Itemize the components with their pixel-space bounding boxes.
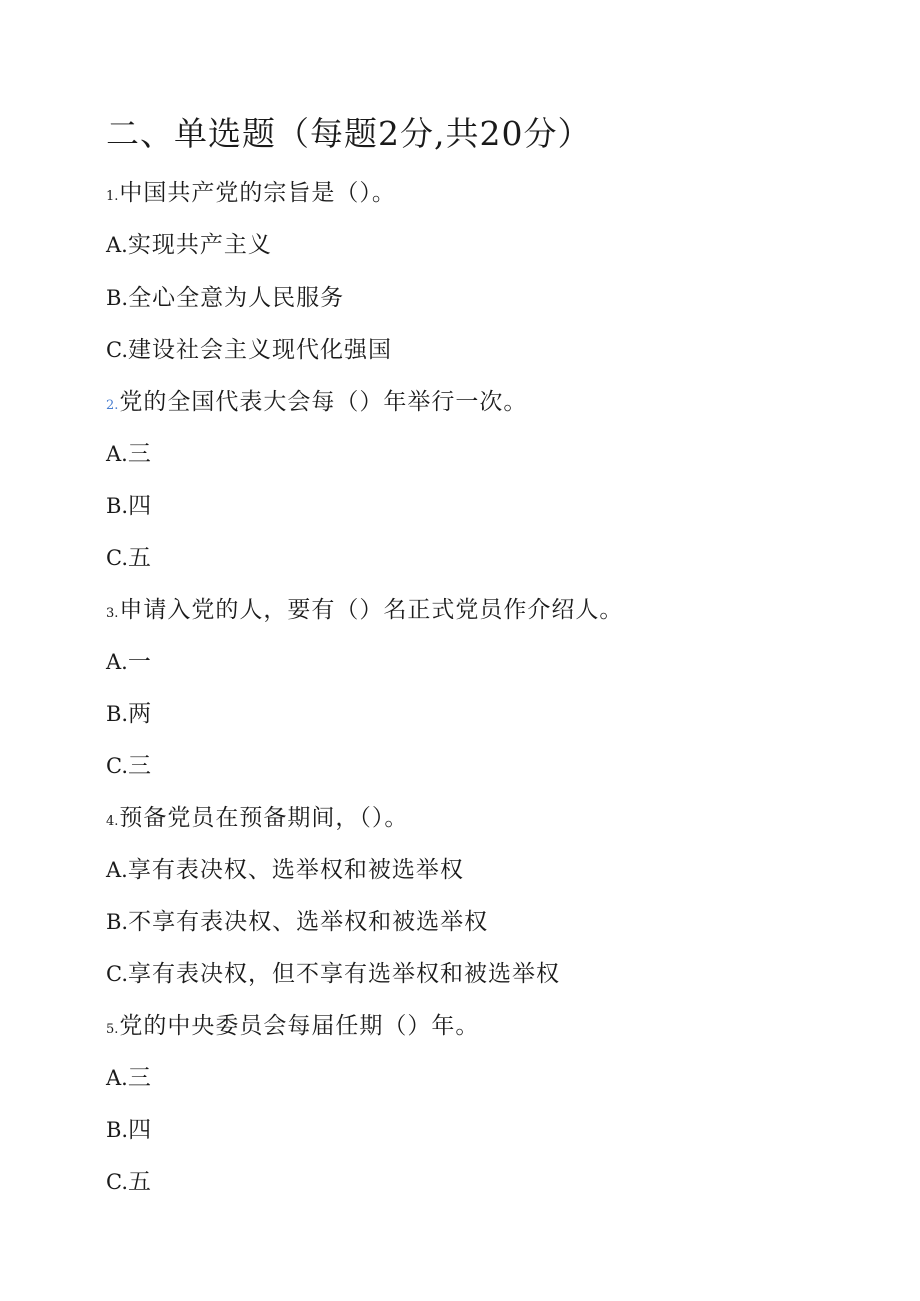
question-5 [106,1011,479,1045]
section-title: 二、单选题（每题2分,共20分） [106,114,592,153]
question-text: 中国共产党的宗旨是（）。 [119,180,396,206]
question-number: 3. [106,606,119,621]
option-letter: A. [106,233,128,257]
question-number: 5. [106,1022,119,1037]
option-text: 一 [127,649,152,675]
question-number: 2. [106,398,119,413]
question-4-option-a [106,855,464,885]
question-number: 4. [106,814,119,829]
option-text: 实现共产主义 [127,232,272,258]
question-3-option-b [106,699,152,729]
option-letter: C. [106,338,128,362]
question-5-option-c [106,1167,152,1197]
option-letter: B. [106,910,129,934]
option-text: 全心全意为人民服务 [128,285,345,311]
question-text: 党的中央委员会每届任期（）年。 [119,1013,480,1039]
question-4-option-c [106,959,560,989]
question-text: 申请入党的人，要有（）名正式党员作介绍人。 [119,597,624,623]
option-text: 享有表决权、选举权和被选举权 [127,857,464,883]
question-3 [106,595,623,629]
question-2-option-c [106,543,152,573]
option-text: 享有表决权，但不享有选举权和被选举权 [128,961,560,987]
question-1-option-b [106,283,344,313]
option-text: 两 [128,701,153,727]
option-letter: A. [106,442,128,466]
question-5-option-a [106,1063,152,1093]
option-text: 三 [128,753,152,779]
question-1 [106,178,396,212]
option-letter: B. [106,494,129,518]
question-4-option-b [106,907,488,937]
option-letter: B. [106,1118,129,1142]
question-number: 1. [106,189,119,204]
option-text: 五 [128,1169,152,1195]
option-letter: B. [106,286,129,310]
question-text: 预备党员在预备期间，（）。 [119,805,409,831]
question-2-option-b [106,491,152,521]
question-2 [106,387,527,421]
option-letter: C. [106,754,128,778]
question-text: 党的全国代表大会每（）年举行一次。 [119,389,528,415]
option-letter: B. [106,702,129,726]
option-text: 建设社会主义现代化强国 [128,337,392,363]
option-letter: C. [106,546,128,570]
option-text: 三 [127,441,152,467]
option-letter: C. [106,1170,128,1194]
option-letter: A. [106,858,128,882]
option-text: 四 [128,493,153,519]
question-5-option-b [106,1115,152,1145]
option-text: 三 [127,1065,152,1091]
option-letter: A. [106,1066,128,1090]
option-letter: C. [106,962,128,986]
question-3-option-c [106,751,152,781]
question-3-option-a [106,647,152,677]
question-2-option-a [106,439,152,469]
question-1-option-a [106,230,272,260]
question-4 [106,803,408,837]
option-text: 五 [128,545,152,571]
option-text: 四 [128,1117,153,1143]
option-letter: A. [106,650,128,674]
option-text: 不享有表决权、选举权和被选举权 [128,909,489,935]
question-1-option-c [106,335,392,365]
